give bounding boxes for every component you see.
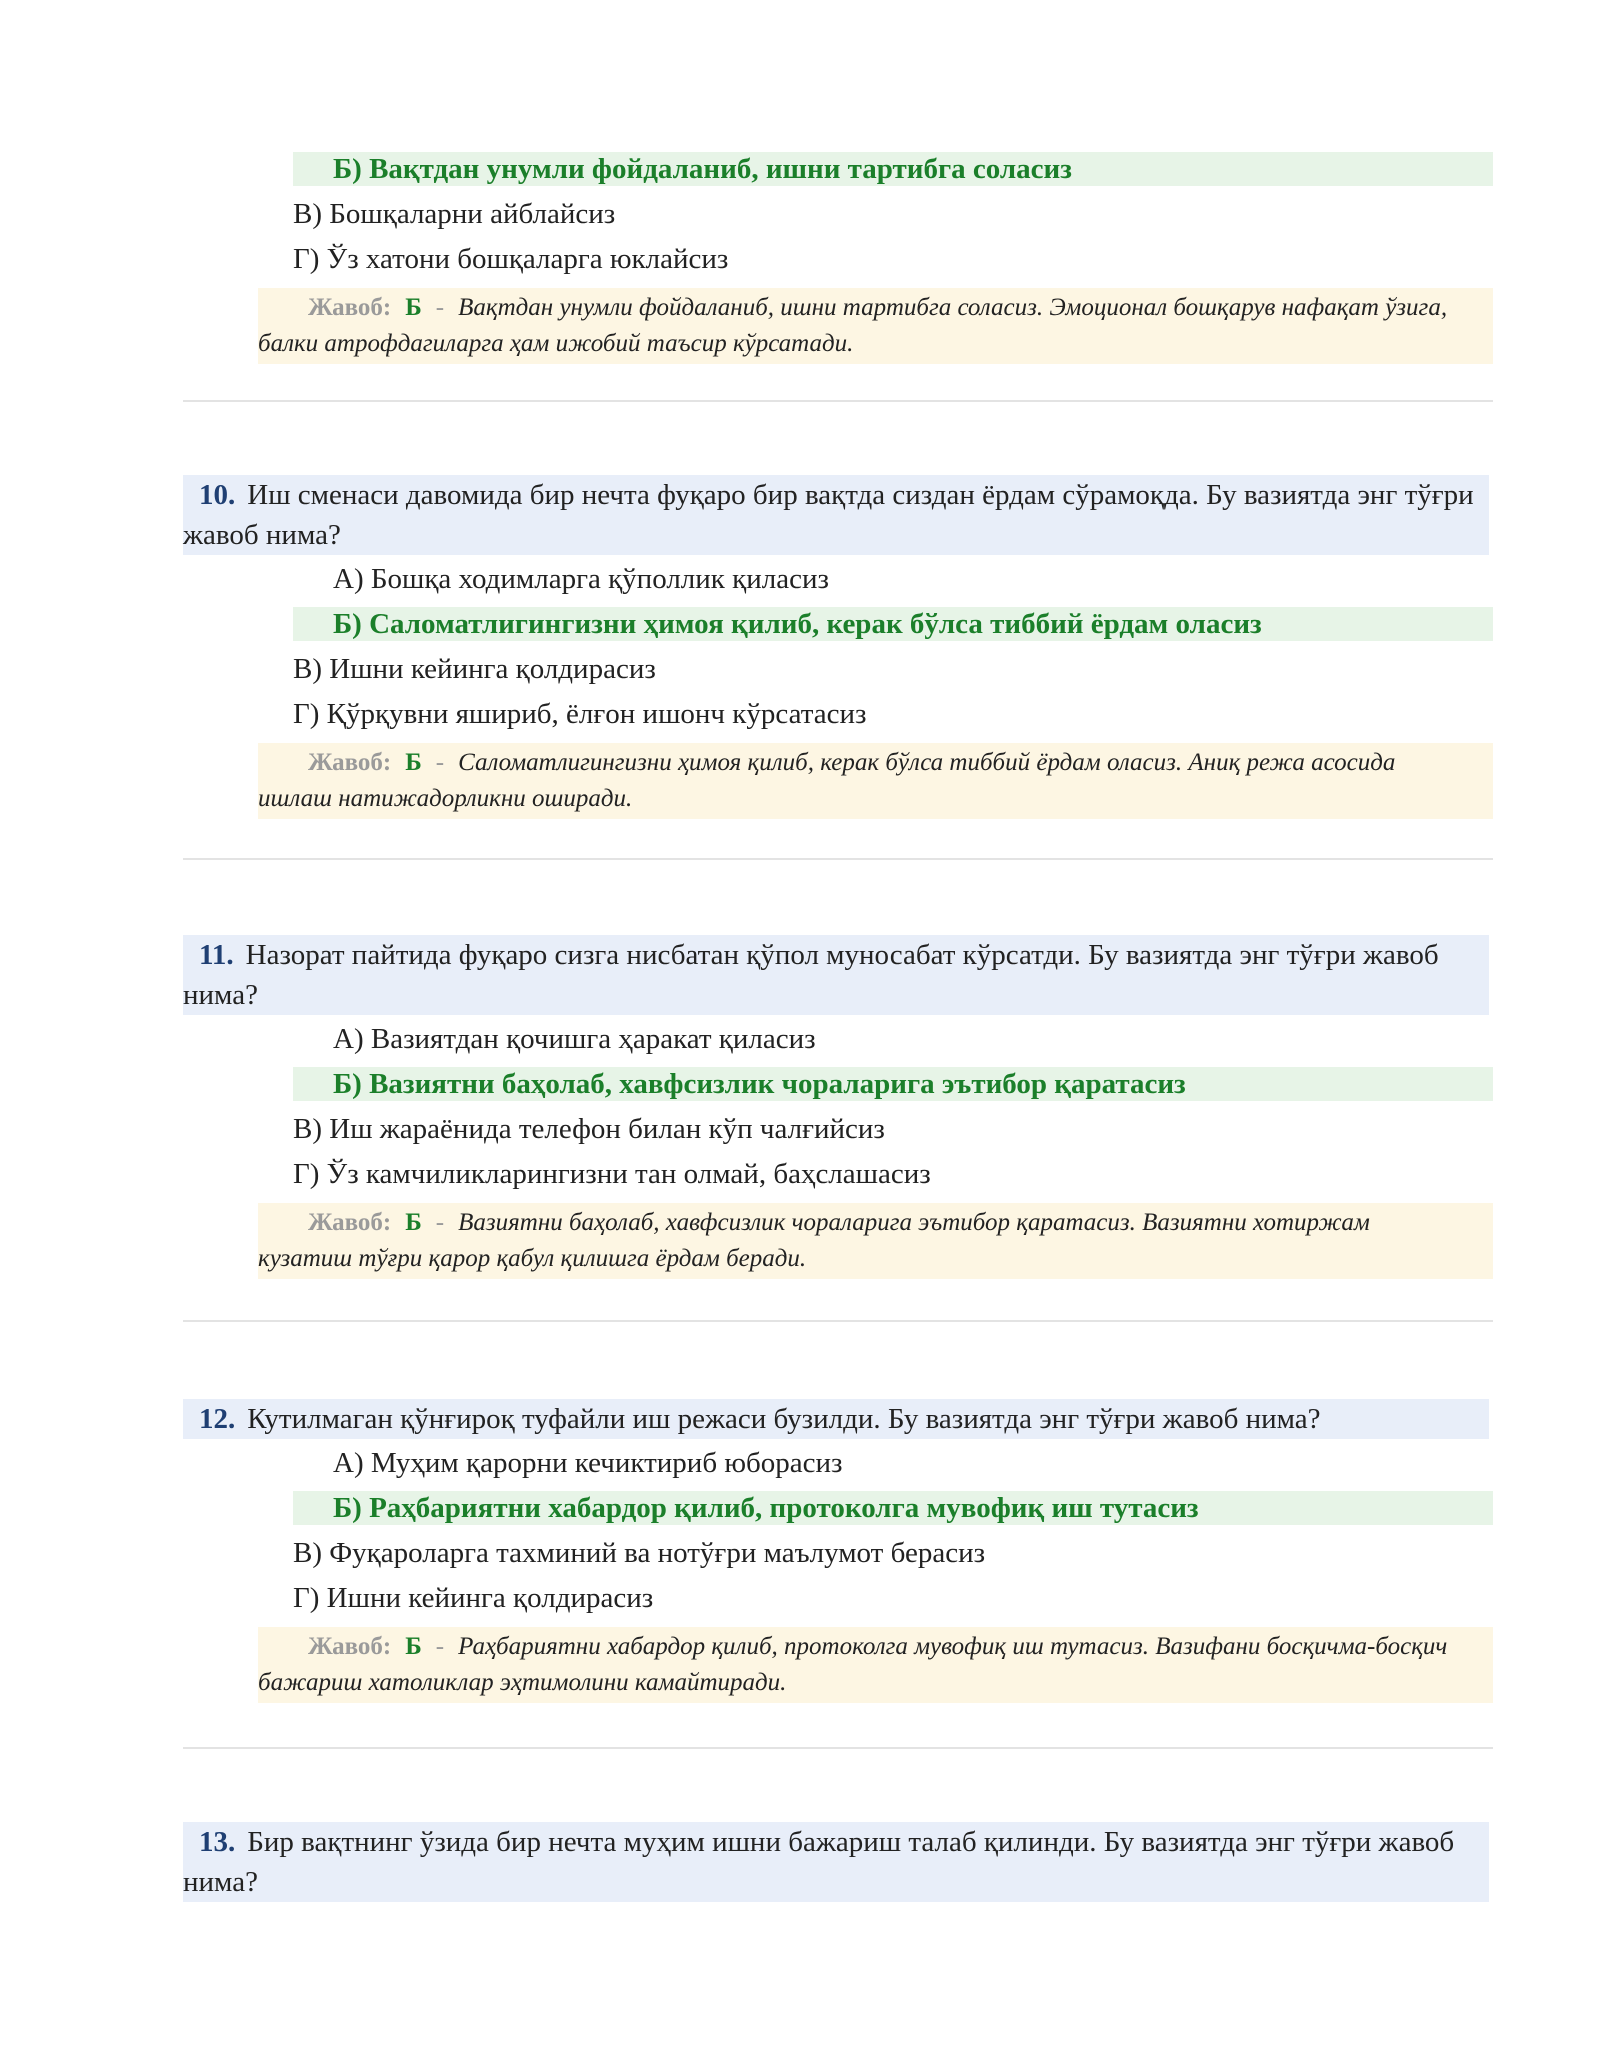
answer-letter: Б	[405, 1633, 422, 1660]
answer-letter: Б	[405, 1209, 422, 1236]
question-text-box	[183, 935, 1489, 1015]
answer-text: Саломатлигингизни ҳимоя қилиб, керак бўлса тиббий ёрдам оласиз. Аниқ режа асосида ишлаш натижадорликни оширади.	[258, 749, 1396, 812]
question-text: Бир вақтнинг ўзида бир нечта муҳим ишни бажариш талаб қилинди. Бу вазиятда энг тўғри жавоб нима?	[183, 1826, 1455, 1898]
question-12-block	[183, 1399, 1493, 1703]
section-divider	[183, 858, 1493, 860]
question-number: 13.	[199, 1826, 236, 1858]
answer-label: Жавоб:	[308, 749, 392, 776]
option-b-correct: Б) Вақтдан унумли фойдаланиб, ишни тартибга соласиз	[293, 152, 1493, 186]
question-number: 12.	[199, 1403, 236, 1435]
question-text: Иш сменаси давомида бир нечта фуқаро бир вақтда сиздан ёрдам сўрамоқда. Бу вазиятда энг тўғри жавоб нима?	[183, 479, 1474, 551]
answer-label: Жавоб:	[308, 1209, 392, 1236]
question-number: 10.	[199, 479, 236, 511]
question-9-block	[183, 147, 1493, 364]
answer-text: Раҳбариятни хабардор қилиб, протоколга мувофиқ иш тутасиз. Вазифани босқичма-босқич бажариш хатоликлар эҳтимолини камайтиради.	[258, 1633, 1448, 1696]
section-divider	[183, 1320, 1493, 1322]
option-b-correct: Б) Вазиятни баҳолаб, хавфсизлик чораларига эътибор қаратасиз	[293, 1067, 1493, 1101]
option-g: Г) Ўз хатони бошқаларга юклайсиз	[293, 243, 729, 275]
answer-box	[258, 288, 1493, 364]
answer-dash: -	[435, 294, 445, 321]
option-g: Г) Ўз камчиликларингизни тан олмай, баҳслашасиз	[293, 1158, 931, 1190]
option-v: В) Фуқароларга тахминий ва нотўғри маълумот берасиз	[293, 1537, 986, 1569]
section-divider	[183, 400, 1493, 402]
answer-letter: Б	[405, 749, 422, 776]
answer-label: Жавоб:	[308, 294, 392, 321]
answer-box	[258, 1627, 1493, 1703]
option-v: В) Бошқаларни айблайсиз	[293, 198, 616, 230]
question-text-box	[183, 1399, 1489, 1439]
option-g: Г) Қўрқувни яшириб, ёлғон ишонч кўрсатасиз	[293, 698, 867, 730]
answer-box	[258, 743, 1493, 819]
option-a: А) Вазиятдан қочишга ҳаракат қиласиз	[333, 1023, 816, 1055]
option-v: В) Ишни кейинга қолдирасиз	[293, 653, 656, 685]
option-v: В) Иш жараёнида телефон билан кўп чалғийсиз	[293, 1113, 885, 1145]
answer-dash: -	[435, 1633, 445, 1660]
question-text: Кутилмаган қўнғироқ туфайли иш режаси бузилди. Бу вазиятда энг тўғри жавоб нима?	[247, 1403, 1321, 1435]
question-text-box	[183, 475, 1489, 555]
question-number: 11.	[199, 939, 234, 971]
section-divider	[183, 1747, 1493, 1749]
question-text-box	[183, 1822, 1489, 1902]
option-b-correct: Б) Раҳбариятни хабардор қилиб, протоколга мувофиқ иш тутасиз	[293, 1491, 1493, 1525]
answer-dash: -	[435, 749, 445, 776]
option-a: А) Бошқа ходимларга қўполлик қиласиз	[333, 563, 829, 595]
answer-text: Вақтдан унумли фойдаланиб, ишни тартибга соласиз. Эмоционал бошқарув нафақат ўзига, балки атрофдагиларга ҳам ижобий таъсир кўрсатади.	[258, 294, 1448, 357]
answer-label: Жавоб:	[308, 1633, 392, 1660]
question-13-block	[183, 1822, 1493, 1902]
answer-box	[258, 1203, 1493, 1279]
answer-dash: -	[435, 1209, 445, 1236]
option-a: А) Муҳим қарорни кечиктириб юборасиз	[333, 1447, 843, 1479]
answer-text: Вазиятни баҳолаб, хавфсизлик чораларига эътибор қаратасиз. Вазиятни хотиржам кузатиш тўғри қарор қабул қилишга ёрдам беради.	[258, 1209, 1370, 1272]
option-b-correct: Б) Саломатлигингизни ҳимоя қилиб, керак бўлса тиббий ёрдам оласиз	[293, 607, 1493, 641]
answer-letter: Б	[405, 294, 422, 321]
question-text: Назорат пайтида фуқаро сизга нисбатан қўпол муносабат кўрсатди. Бу вазиятда энг тўғри жавоб нима?	[183, 939, 1439, 1011]
question-11-block	[183, 935, 1493, 1279]
option-g: Г) Ишни кейинга қолдирасиз	[293, 1582, 654, 1614]
question-10-block	[183, 475, 1493, 819]
